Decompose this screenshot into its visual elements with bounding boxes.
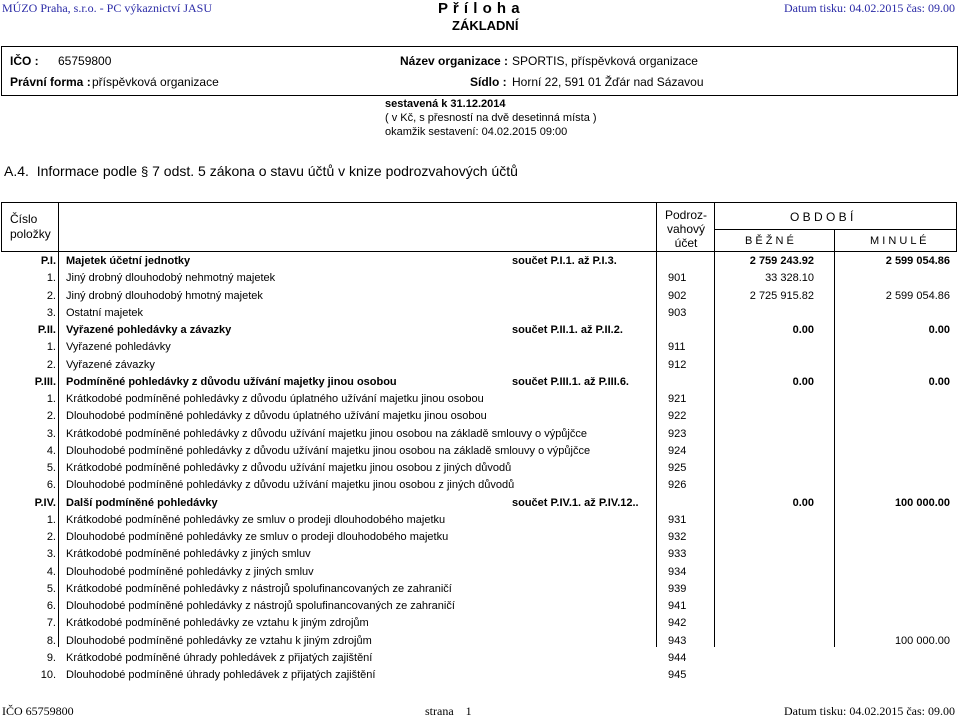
row-account-code: 943 (668, 634, 687, 647)
row-number: 7. (46, 617, 56, 630)
row-name: Dlouhodobé podmíněné pohledávky z nástrojů spolufinancovaných ze zahraničí (66, 600, 455, 612)
row-current-value: 2 759 243.92 (749, 255, 814, 267)
page-subtitle: ZÁKLADNÍ (452, 18, 519, 33)
table-row (0, 288, 959, 305)
row-number: 1. (46, 272, 56, 285)
seat-label: Sídlo : (470, 75, 507, 89)
print-date: Datum tisku: 04.02.2015 čas: 09.00 (784, 1, 955, 15)
row-number: P.IV. (34, 496, 56, 509)
row-name: Podmíněné pohledávky z důvodu užívání majetky jinou osobou (66, 375, 397, 388)
row-account-code: 924 (668, 444, 687, 457)
row-previous-value: 0.00 (928, 375, 950, 388)
table-row (0, 615, 959, 632)
table-row (0, 270, 959, 287)
row-name: Dlouhodobé podmíněné pohledávky ze vztahu k jiným zdrojům (66, 634, 372, 647)
row-name: Krátkodobé podmíněné pohledávky z důvodu úplatného užívání majetku jinou osobou (66, 393, 484, 405)
table-group-row (0, 374, 959, 391)
table-row (0, 598, 959, 615)
table-row (0, 339, 959, 356)
row-number: 3. (46, 548, 56, 561)
footer-page (425, 704, 472, 719)
ico-label: IČO : (10, 54, 39, 68)
row-number: 10. (40, 669, 56, 681)
table-right-edge (956, 202, 957, 252)
row-account-code: 939 (668, 582, 687, 595)
table-row (0, 667, 959, 684)
row-account-code: 925 (668, 462, 687, 474)
row-account-code: 921 (668, 393, 687, 405)
row-account-code: 912 (668, 358, 687, 371)
row-name: Krátkodobé podmíněné pohledávky z důvodu užívání majetku jinou osobou z jiných důvodů (66, 462, 512, 474)
table-header-rule (1, 251, 956, 252)
row-name: Jiný drobný dlouhodobý hmotný majetek (66, 289, 263, 302)
row-account-code: 902 (668, 289, 687, 302)
row-number: 2. (46, 410, 56, 423)
table-row (0, 546, 959, 563)
precision-note: ( v Kč, s přesností na dvě desetinná místa ) (385, 112, 597, 124)
row-account-code: 933 (668, 548, 687, 561)
row-previous-value: 100 000.00 (894, 634, 950, 647)
table-row (0, 581, 959, 598)
legal-form-label: Právní forma : (10, 75, 91, 89)
row-name: Dlouhodobé podmíněné pohledávky z důvodu užívání majetku jinou osobou z jiných důvodů (66, 479, 515, 492)
row-name: Krátkodobé podmíněné pohledávky ze smluv o prodeji dlouhodobého majetku (66, 513, 446, 526)
row-number: 1. (46, 393, 56, 405)
row-name: Krátkodobé podmíněné pohledávky z důvodu užívání majetku jinou osobou na základě smlouvy o výpůjčce (66, 427, 587, 440)
org-short-name: MÚZO Praha, s.r.o. - PC výkaznictví JASU (2, 1, 212, 15)
row-name: Dlouhodobé podmíněné pohledávky z důvodu úplatného užívání majetku jinou osobou (66, 410, 487, 423)
row-name: Krátkodobé podmíněné pohledávky z nástrojů spolufinancovaných ze zahraničí (66, 582, 452, 595)
row-number: 3. (46, 306, 56, 319)
org-name-value: SPORTIS, příspěvková organizace (512, 54, 698, 68)
org-name-label: Název organizace : (400, 54, 509, 68)
row-number: 2. (46, 531, 56, 543)
row-account-code: 942 (668, 617, 687, 630)
row-name: Vyřazené pohledávky (66, 341, 171, 354)
row-number: 1. (46, 341, 56, 354)
table-row (0, 391, 959, 408)
table-row (0, 357, 959, 374)
row-number: 2. (46, 358, 56, 371)
row-previous-value: 100 000.00 (894, 496, 950, 509)
table-row (0, 408, 959, 425)
row-number: 8. (46, 634, 56, 647)
row-name: Ostatní majetek (66, 306, 144, 319)
row-account-code: 945 (668, 669, 687, 681)
compiled-as-of: sestavená k 31.12.2014 (385, 98, 506, 110)
row-name: Dlouhodobé podmíněné pohledávky z jiných smluv (66, 565, 314, 578)
row-name: Krátkodobé podmíněné pohledávky z jiných smluv (66, 548, 311, 561)
period-header-rule (714, 229, 956, 230)
row-number: P.I. (40, 255, 56, 267)
table-row (0, 529, 959, 546)
row-account-code: 922 (668, 410, 687, 423)
row-account-code: 941 (668, 600, 687, 612)
row-name: Další podmíněné pohledávky (66, 496, 218, 509)
row-current-value: 0.00 (792, 496, 814, 509)
footer-page-label: strana (425, 704, 454, 718)
row-number: 2. (46, 289, 56, 302)
row-number: 1. (46, 513, 56, 526)
compilation-moment: okamžik sestavení: 04.02.2015 09:00 (385, 126, 568, 138)
row-current-value: 0.00 (792, 375, 814, 388)
table-row (0, 305, 959, 322)
row-name: Dlouhodobé podmíněné pohledávky ze smluv o prodeji dlouhodobého majetku (66, 531, 449, 543)
row-name: Jiný drobný dlouhodobý nehmotný majetek (66, 272, 276, 285)
section-title (4, 163, 518, 179)
row-account-code: 926 (668, 479, 687, 492)
row-number: 3. (46, 427, 56, 440)
section-title-a: Informace podle (36, 163, 138, 179)
row-current-value: 0.00 (792, 324, 814, 336)
row-number: 6. (46, 600, 56, 612)
row-sum-note: součet P.I.1. až P.I.3. (512, 255, 617, 267)
row-number: 9. (46, 651, 56, 664)
table-row (0, 650, 959, 667)
row-number: 4. (46, 444, 56, 457)
footer-ico: IČO 65759800 (2, 704, 74, 718)
row-account-code: 944 (668, 651, 687, 664)
page-title: P ř í l o h a (438, 0, 521, 17)
table-row (0, 564, 959, 581)
row-name: Vyřazené závazky (66, 358, 155, 371)
table-row (0, 477, 959, 494)
footer-page-number: 1 (465, 704, 472, 718)
row-number: P.III. (34, 375, 56, 388)
row-account-code: 903 (668, 306, 687, 319)
row-previous-value: 0.00 (928, 324, 950, 336)
row-name: Krátkodobé podmíněné úhrady pohledávek z přijatých zajištění (66, 651, 373, 664)
row-account-code: 934 (668, 565, 687, 578)
th-period: O B D O B Í (790, 210, 854, 224)
footer-print-date: Datum tisku: 04.02.2015 čas: 09.00 (784, 704, 955, 718)
table-left-edge (1, 202, 2, 252)
th-current: B Ě Ž N É (745, 235, 794, 247)
table-top-rule (1, 202, 956, 203)
row-number: 4. (46, 565, 56, 578)
row-current-value: 2 725 915.82 (749, 289, 814, 302)
table-group-row (0, 253, 959, 270)
row-name: Dlouhodobé podmíněné úhrady pohledávek z přijatých zajištění (66, 669, 376, 681)
th-account: Podroz- vahový účet (664, 208, 708, 250)
row-account-code: 932 (668, 531, 687, 543)
row-sum-note: součet P.II.1. až P.II.2. (512, 324, 623, 336)
row-account-code: 923 (668, 427, 687, 440)
section-title-b: 7 odst. 5 zákona o stavu účtů v knize podrozvahových účtů (152, 163, 518, 179)
row-name: Majetek účetní jednotky (66, 255, 191, 267)
row-account-code: 901 (668, 272, 687, 285)
row-previous-value: 2 599 054.86 (885, 255, 950, 267)
row-name: Dlouhodobé podmíněné pohledávky z důvodu užívání majetku jinou osobou na základě smlouvy o výpůjčce (66, 444, 591, 457)
table-row (0, 460, 959, 477)
row-number: 5. (46, 582, 56, 595)
table-row (0, 426, 959, 443)
row-account-code: 911 (668, 341, 686, 354)
row-name: Vyřazené pohledávky a závazky (66, 324, 232, 336)
section-code: A.4. (4, 163, 29, 179)
section-sign-icon: § (140, 164, 149, 179)
th-previous: M I N U L É (870, 235, 927, 247)
table-body (0, 253, 959, 684)
row-sum-note: součet P.IV.1. až P.IV.12.. (512, 496, 639, 509)
table-group-row (0, 495, 959, 512)
table-group-row (0, 322, 959, 339)
row-number: P.II. (37, 324, 56, 336)
row-current-value: 33 328.10 (765, 272, 814, 285)
row-name: Krátkodobé podmíněné pohledávky ze vztahu k jiným zdrojům (66, 617, 369, 630)
row-number: 5. (46, 462, 56, 474)
th-item-no: Číslo položky (10, 212, 51, 241)
legal-form-value: příspěvková organizace (92, 75, 219, 89)
table-row (0, 512, 959, 529)
table-row (0, 443, 959, 460)
table-row (0, 633, 959, 650)
row-sum-note: součet P.III.1. až P.III.6. (512, 375, 629, 388)
seat-value: Horní 22, 591 01 Žďár nad Sázavou (512, 75, 704, 89)
ico-value: 65759800 (58, 54, 112, 68)
row-number: 6. (46, 479, 56, 492)
row-account-code: 931 (668, 513, 687, 526)
row-previous-value: 2 599 054.86 (885, 289, 950, 302)
